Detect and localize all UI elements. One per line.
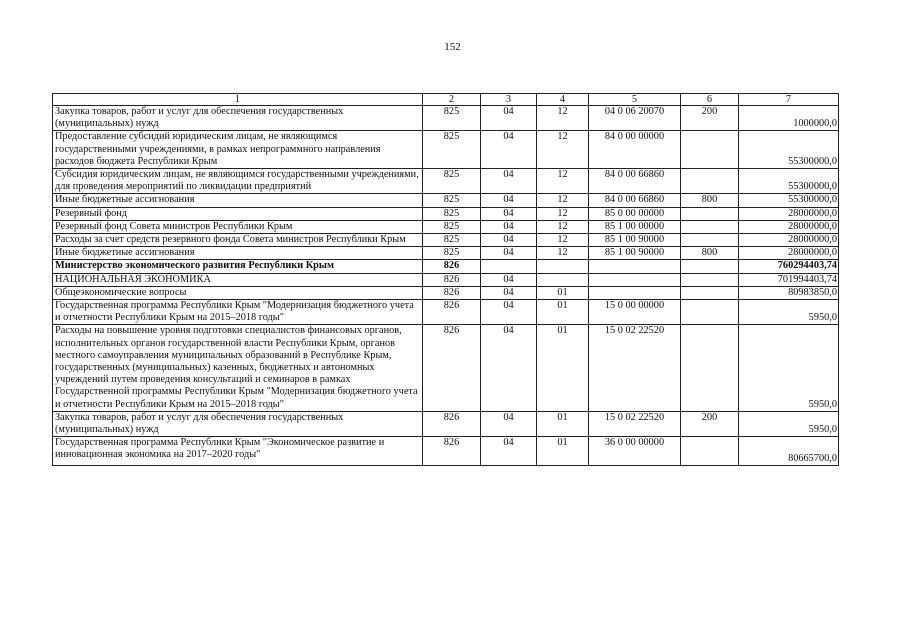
cell-c3: 04: [481, 286, 537, 299]
row-name: Иные бюджетные ассигнования: [53, 194, 423, 207]
column-header: 7: [739, 94, 839, 106]
table-row: [53, 207, 839, 220]
cell-c2: 826: [423, 286, 481, 299]
cell-c4: 12: [537, 106, 589, 131]
cell-c6: [681, 234, 739, 247]
cell-c4: [537, 260, 589, 273]
amount-cell: 5950,0: [739, 411, 839, 436]
cell-c4: 12: [537, 169, 589, 194]
cell-c2: 825: [423, 131, 481, 169]
cell-c3: 04: [481, 207, 537, 220]
row-name: Резервный фонд: [53, 207, 423, 220]
cell-c4: 01: [537, 411, 589, 436]
cell-c5: [589, 260, 681, 273]
amount-cell: 1000000,0: [739, 106, 839, 131]
amount-cell: 28000000,0: [739, 234, 839, 247]
cell-c2: 825: [423, 234, 481, 247]
cell-c3: 04: [481, 247, 537, 260]
row-name: Министерство экономического развития Республики Крым: [53, 260, 423, 273]
column-header: 2: [423, 94, 481, 106]
row-name: Субсидия юридическим лицам, не являющимся государственными учреждениями, для проведения мероприятий по ликвидации предприятий: [53, 169, 423, 194]
cell-c2: 825: [423, 194, 481, 207]
table-row: [53, 194, 839, 207]
cell-c2: 825: [423, 220, 481, 233]
cell-c3: 04: [481, 273, 537, 286]
amount-cell: 55300000,0: [739, 169, 839, 194]
table-row: [53, 286, 839, 299]
amount-cell: 5950,0: [739, 325, 839, 411]
cell-c6: [681, 220, 739, 233]
cell-c4: 01: [537, 286, 589, 299]
cell-c2: 825: [423, 106, 481, 131]
row-name: НАЦИОНАЛЬНАЯ ЭКОНОМИКА: [53, 273, 423, 286]
cell-c4: 12: [537, 194, 589, 207]
cell-c4: 01: [537, 300, 589, 325]
cell-c5: 84 0 00 66860: [589, 194, 681, 207]
cell-c5: [589, 273, 681, 286]
cell-c2: 825: [423, 207, 481, 220]
row-name: Резервный фонд Совета министров Республики Крым: [53, 220, 423, 233]
cell-c6: 800: [681, 247, 739, 260]
cell-c2: 826: [423, 325, 481, 411]
amount-cell: 28000000,0: [739, 207, 839, 220]
table-row: [53, 247, 839, 260]
column-header: 1: [53, 94, 423, 106]
table-row: [53, 131, 839, 169]
cell-c5: 85 1 00 00000: [589, 220, 681, 233]
cell-c3: 04: [481, 437, 537, 466]
cell-c3: [481, 260, 537, 273]
cell-c5: 15 0 02 22520: [589, 411, 681, 436]
amount-cell: 80983850,0: [739, 286, 839, 299]
cell-c4: 12: [537, 220, 589, 233]
cell-c5: 04 0 06 20070: [589, 106, 681, 131]
column-header: 4: [537, 94, 589, 106]
table-row: [53, 220, 839, 233]
row-name: Общеэкономические вопросы: [53, 286, 423, 299]
amount-cell: 5950,0: [739, 300, 839, 325]
cell-c5: 85 1 00 90000: [589, 247, 681, 260]
cell-c2: 825: [423, 169, 481, 194]
cell-c3: 04: [481, 169, 537, 194]
amount-cell: 760294403,74: [739, 260, 839, 273]
table-row: [53, 411, 839, 436]
row-name: Закупка товаров, работ и услуг для обеспечения государственных (муниципальных) нужд: [53, 411, 423, 436]
row-name: Расходы на повышение уровня подготовки специалистов финансовых органов, исполнительных органов государственной власти Республики Крым, органов местного самоуправления муниципальных образований в Республике Крым, государственных (муниципальных) казенных, бюджетных и автономных учреждений путем проведения консультаций и семинаров в рамках Государственной программы Республики Крым "Модернизация бюджетного учета и отчетности Республики Крым на 2015–2018 годы": [53, 325, 423, 411]
cell-c6: [681, 325, 739, 411]
cell-c2: 825: [423, 247, 481, 260]
cell-c5: 85 0 00 00000: [589, 207, 681, 220]
cell-c5: 15 0 00 00000: [589, 300, 681, 325]
table-row: [53, 234, 839, 247]
cell-c6: [681, 273, 739, 286]
table-row: [53, 325, 839, 411]
cell-c3: 04: [481, 300, 537, 325]
cell-c3: 04: [481, 325, 537, 411]
budget-table: [52, 93, 839, 466]
row-name: Государственная программа Республики Крым "Модернизация бюджетного учета и отчетности Республики Крым на 2015–2018 годы": [53, 300, 423, 325]
table-row: [53, 106, 839, 131]
cell-c5: 36 0 00 00000: [589, 437, 681, 466]
cell-c3: 04: [481, 131, 537, 169]
row-name: Расходы за счет средств резервного фонда Совета министров Республики Крым: [53, 234, 423, 247]
column-header: 3: [481, 94, 537, 106]
cell-c6: [681, 437, 739, 466]
cell-c5: 84 0 00 66860: [589, 169, 681, 194]
cell-c6: [681, 169, 739, 194]
cell-c2: 826: [423, 437, 481, 466]
cell-c6: [681, 131, 739, 169]
cell-c3: 04: [481, 194, 537, 207]
cell-c5: 85 1 00 90000: [589, 234, 681, 247]
amount-cell: 80665700,0: [739, 437, 839, 466]
cell-c4: 01: [537, 325, 589, 411]
column-header: 6: [681, 94, 739, 106]
page-number: 152: [444, 41, 461, 53]
cell-c6: [681, 286, 739, 299]
cell-c2: 826: [423, 411, 481, 436]
table-row: [53, 437, 839, 466]
table-row: [53, 273, 839, 286]
cell-c3: 04: [481, 411, 537, 436]
cell-c2: 826: [423, 260, 481, 273]
cell-c2: 826: [423, 300, 481, 325]
row-name: Предоставление субсидий юридическим лицам, не являющимся государственными учреждениями, в рамках непрограммного направления расходов бюджета Республики Крым: [53, 131, 423, 169]
cell-c3: 04: [481, 234, 537, 247]
cell-c5: 84 0 00 00000: [589, 131, 681, 169]
amount-cell: 28000000,0: [739, 220, 839, 233]
table-row: [53, 300, 839, 325]
cell-c3: 04: [481, 220, 537, 233]
row-name: Закупка товаров, работ и услуг для обеспечения государственных (муниципальных) нужд: [53, 106, 423, 131]
cell-c2: 826: [423, 273, 481, 286]
cell-c4: 12: [537, 247, 589, 260]
cell-c5: 15 0 02 22520: [589, 325, 681, 411]
cell-c6: [681, 260, 739, 273]
cell-c6: [681, 207, 739, 220]
cell-c4: 01: [537, 437, 589, 466]
cell-c4: 12: [537, 207, 589, 220]
cell-c4: 12: [537, 234, 589, 247]
amount-cell: 55300000,0: [739, 131, 839, 169]
column-header: 5: [589, 94, 681, 106]
table-header-row: [53, 94, 839, 106]
table-row: [53, 169, 839, 194]
cell-c4: [537, 273, 589, 286]
amount-cell: 55300000,0: [739, 194, 839, 207]
cell-c6: 800: [681, 194, 739, 207]
cell-c4: 12: [537, 131, 589, 169]
row-name: Государственная программа Республики Крым "Экономическое развитие и инновационная экономика на 2017–2020 годы": [53, 437, 423, 466]
cell-c6: 200: [681, 106, 739, 131]
cell-c6: [681, 300, 739, 325]
row-name: Иные бюджетные ассигнования: [53, 247, 423, 260]
cell-c3: 04: [481, 106, 537, 131]
cell-c5: [589, 286, 681, 299]
cell-c6: 200: [681, 411, 739, 436]
amount-cell: 28000000,0: [739, 247, 839, 260]
table-row: [53, 260, 839, 273]
amount-cell: 701994403,74: [739, 273, 839, 286]
